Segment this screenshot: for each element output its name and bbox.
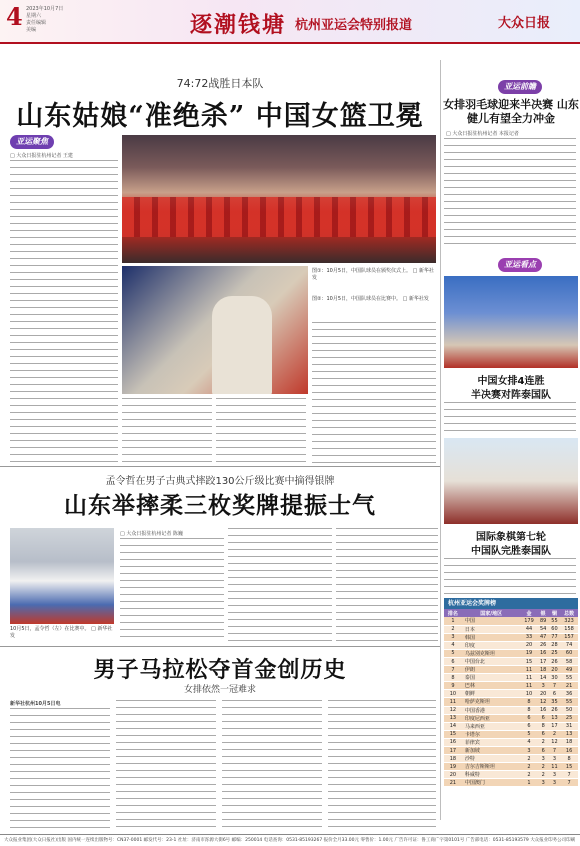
medal-total: 21 — [560, 682, 578, 690]
second-headline: 山东举摔柔三枚奖牌提振士气 — [64, 492, 376, 519]
medal-bronze: 60 — [549, 625, 560, 633]
issue-weekday: 星期六 — [26, 13, 42, 19]
team-celebration-photo — [122, 135, 436, 263]
medal-table-grid — [444, 609, 578, 787]
medal-row — [444, 690, 578, 698]
medal-gold: 11 — [521, 674, 538, 682]
medal-row — [444, 649, 578, 657]
section-tag-highlights: 亚运看点 — [498, 258, 542, 272]
medal-gold: 179 — [521, 617, 538, 625]
medal-row — [444, 763, 578, 771]
right-headline-2b: 半决赛对阵泰国队 — [471, 390, 551, 401]
medal-rank: 20 — [444, 771, 462, 779]
medal-total: 7 — [560, 771, 578, 779]
issue-designer: 美编 — [26, 27, 37, 33]
third-body-col-2 — [116, 700, 216, 828]
medal-nation: 日本 — [462, 625, 521, 633]
medal-total: 49 — [560, 666, 578, 674]
medal-bronze: 13 — [549, 714, 560, 722]
medal-rank: 21 — [444, 779, 462, 787]
medal-rank: 19 — [444, 763, 462, 771]
medal-row — [444, 714, 578, 722]
medal-bronze: 30 — [549, 674, 560, 682]
medal-row — [444, 666, 578, 674]
medal-total: 31 — [560, 722, 578, 730]
medal-row — [444, 755, 578, 763]
medal-silver: 8 — [538, 722, 549, 730]
third-body-col-1 — [10, 708, 110, 828]
medal-nation: 泰国 — [462, 674, 521, 682]
photo-caption-1: 图①：10月5日，中国队球员在颁奖仪式上。 □ 新华社发 — [312, 268, 434, 281]
medal-header-nation: 国家/地区 — [462, 609, 521, 617]
medal-silver: 89 — [538, 617, 549, 625]
medal-nation: 印度尼西亚 — [462, 714, 521, 722]
medal-rank: 15 — [444, 730, 462, 738]
medal-rank: 8 — [444, 674, 462, 682]
medal-total: 323 — [560, 617, 578, 625]
medal-gold: 11 — [521, 666, 538, 674]
medal-bronze: 12 — [549, 738, 560, 746]
medal-total: 55 — [560, 698, 578, 706]
medal-bronze: 77 — [549, 633, 560, 641]
medal-gold: 6 — [521, 722, 538, 730]
medal-total: 58 — [560, 657, 578, 665]
issue-date: 2023年10月7日 — [26, 6, 64, 12]
medal-nation: 马来西亚 — [462, 722, 521, 730]
medal-header-total: 总数 — [560, 609, 578, 617]
medal-row — [444, 698, 578, 706]
photo-caption-2: 图②：10月5日，中国队球员在比赛中。 □ 新华社发 — [312, 296, 429, 302]
medal-gold: 3 — [521, 747, 538, 755]
medal-nation: 中国澳门 — [462, 779, 521, 787]
medal-total: 7 — [560, 779, 578, 787]
medal-nation: 新加坡 — [462, 747, 521, 755]
third-byline: 新华社杭州10月5日电 — [10, 701, 61, 707]
second-body-col-2 — [228, 528, 332, 642]
medal-header-rank: 排名 — [444, 609, 462, 617]
medal-rank: 9 — [444, 682, 462, 690]
medal-bronze: 28 — [549, 641, 560, 649]
medal-table — [444, 598, 578, 787]
medal-silver: 20 — [538, 690, 549, 698]
medal-silver: 26 — [538, 641, 549, 649]
medal-silver: 6 — [538, 730, 549, 738]
medal-nation: 中国台北 — [462, 657, 521, 665]
section-tag-focus: 亚运聚焦 — [10, 135, 54, 149]
medal-gold: 11 — [521, 682, 538, 690]
medal-row — [444, 747, 578, 755]
medal-total: 60 — [560, 649, 578, 657]
special-report-subtitle: 杭州亚运会特别报道 — [295, 18, 413, 33]
medal-rank: 3 — [444, 633, 462, 641]
medal-nation: 朝鲜 — [462, 690, 521, 698]
medal-total: 8 — [560, 755, 578, 763]
medal-gold: 2 — [521, 771, 538, 779]
medal-bronze: 7 — [549, 747, 560, 755]
medal-bronze: 3 — [549, 779, 560, 787]
medal-total: 15 — [560, 763, 578, 771]
medal-bronze: 3 — [549, 771, 560, 779]
medal-bronze: 3 — [549, 755, 560, 763]
medal-silver: 6 — [538, 714, 549, 722]
medal-silver: 3 — [538, 755, 549, 763]
second-kicker: 孟令哲在男子古典式摔跤130公斤级比赛中摘得银牌 — [105, 476, 335, 487]
right-byline-1: □ 大众日报驻杭州记者 本报记者 — [446, 131, 519, 137]
medal-nation: 中国 — [462, 617, 521, 625]
right-headline-2a: 中国女排4连胜 — [477, 376, 545, 387]
chess-photo — [444, 438, 578, 524]
right-headline-1: 女排羽毛球迎来半决赛 山东健儿有望全力冲金 — [443, 98, 579, 125]
medal-gold: 8 — [521, 698, 538, 706]
medal-rank: 12 — [444, 706, 462, 714]
medal-silver: 18 — [538, 666, 549, 674]
medal-rank: 11 — [444, 698, 462, 706]
lead-body-col-2 — [122, 398, 212, 464]
medal-gold: 10 — [521, 690, 538, 698]
medal-total: 18 — [560, 738, 578, 746]
lead-body-col-1 — [10, 160, 118, 465]
story-separator-2 — [0, 646, 440, 647]
medal-silver: 2 — [538, 771, 549, 779]
medal-nation: 吉尔吉斯斯坦 — [462, 763, 521, 771]
medal-rank: 4 — [444, 641, 462, 649]
medal-row — [444, 674, 578, 682]
medal-total: 50 — [560, 706, 578, 714]
medal-row — [444, 625, 578, 633]
medal-row — [444, 779, 578, 787]
medal-row — [444, 722, 578, 730]
medal-rank: 1 — [444, 617, 462, 625]
page-number: 4 — [6, 2, 23, 31]
medal-gold: 20 — [521, 641, 538, 649]
medal-row — [444, 641, 578, 649]
footer-imprint: 大众报业集团(大众日报社)出版 国内统一连续出版物号：CN37-0001 邮发代号：23-1 社址：济南市泺源大街6号 邮编：250014 电话查询：0531-85193267 报价全月33.00元 零售价：1.00元 广告许可证：鲁工商广字第0101号 广告部电话：0531-85193579 大众报业印务公司印刷 — [0, 834, 580, 846]
medal-bronze: 6 — [549, 690, 560, 698]
volleyball-photo — [444, 276, 578, 368]
issue-editor: 责任编辑 — [26, 20, 47, 26]
medal-silver: 54 — [538, 625, 549, 633]
medal-total: 157 — [560, 633, 578, 641]
lead-body-col-3 — [216, 398, 306, 464]
medal-nation: 菲律宾 — [462, 738, 521, 746]
medal-silver: 47 — [538, 633, 549, 641]
medal-silver: 16 — [538, 706, 549, 714]
medal-row — [444, 617, 578, 625]
medal-silver: 14 — [538, 674, 549, 682]
medal-bronze: 26 — [549, 706, 560, 714]
medal-row — [444, 682, 578, 690]
medal-row — [444, 633, 578, 641]
medal-rank: 2 — [444, 625, 462, 633]
third-headline: 男子马拉松夺首金创历史 — [93, 657, 347, 683]
basketball-action-photo — [122, 266, 308, 394]
medal-bronze: 25 — [549, 649, 560, 657]
wrestling-photo-caption: 10月5日，孟令哲（左）在比赛中。 □ 新华社发 — [10, 626, 113, 639]
medal-table-title: 杭州亚运会奖牌榜 — [444, 598, 578, 609]
right-headline-3a: 国际象棋第七轮 — [476, 532, 546, 543]
medal-nation: 哈萨克斯坦 — [462, 698, 521, 706]
medal-rank: 16 — [444, 738, 462, 746]
medal-silver: 2 — [538, 763, 549, 771]
medal-gold: 15 — [521, 657, 538, 665]
medal-total: 13 — [560, 730, 578, 738]
medal-nation: 科威特 — [462, 771, 521, 779]
medal-total: 25 — [560, 714, 578, 722]
medal-header-silver: 银 — [538, 609, 549, 617]
medal-row — [444, 738, 578, 746]
column-divider — [440, 60, 441, 820]
lead-body-col-4 — [312, 322, 436, 464]
medal-silver: 17 — [538, 657, 549, 665]
third-body-col-4 — [328, 700, 436, 828]
story-separator-1 — [0, 466, 440, 467]
right-headline-3b: 中国队完胜泰国队 — [471, 546, 551, 557]
medal-row — [444, 706, 578, 714]
medal-nation: 韩国 — [462, 633, 521, 641]
medal-bronze: 2 — [549, 730, 560, 738]
medal-gold: 44 — [521, 625, 538, 633]
medal-rank: 7 — [444, 666, 462, 674]
medal-rank: 6 — [444, 657, 462, 665]
lead-kicker: 74:72战胜日本队 — [176, 77, 264, 90]
section-tag-preview: 亚运前瞻 — [498, 80, 542, 94]
right-body-1 — [444, 138, 576, 250]
medal-bronze: 7 — [549, 682, 560, 690]
medal-row — [444, 771, 578, 779]
medal-gold: 6 — [521, 714, 538, 722]
medal-bronze: 55 — [549, 617, 560, 625]
special-report-title: 逐潮钱塘 — [190, 12, 287, 38]
newspaper-logo: 大众日报 — [498, 16, 551, 31]
medal-nation: 乌兹别克斯坦 — [462, 649, 521, 657]
medal-header-row — [444, 609, 578, 617]
issue-meta — [26, 6, 63, 34]
medal-row — [444, 730, 578, 738]
lead-byline: □ 大众日报驻杭州记者 王建 — [10, 153, 73, 159]
right-body-3 — [444, 558, 576, 594]
medal-bronze: 20 — [549, 666, 560, 674]
medal-bronze: 35 — [549, 698, 560, 706]
medal-table-body — [444, 617, 578, 787]
medal-silver: 2 — [538, 738, 549, 746]
medal-gold: 2 — [521, 763, 538, 771]
third-kicker: 女排依然一冠难求 — [183, 685, 256, 695]
medal-rank: 14 — [444, 722, 462, 730]
medal-header-gold: 金 — [521, 609, 538, 617]
medal-gold: 2 — [521, 755, 538, 763]
medal-nation: 巴林 — [462, 682, 521, 690]
medal-gold: 19 — [521, 649, 538, 657]
medal-rank: 5 — [444, 649, 462, 657]
medal-bronze: 11 — [549, 763, 560, 771]
second-body-col-3 — [336, 528, 438, 642]
medal-silver: 12 — [538, 698, 549, 706]
medal-header-bronze: 铜 — [549, 609, 560, 617]
medal-nation: 伊朗 — [462, 666, 521, 674]
medal-gold: 4 — [521, 738, 538, 746]
second-byline: □ 大众日报驻杭州记者 陈巍 — [120, 531, 183, 537]
medal-total: 36 — [560, 690, 578, 698]
medal-nation: 中国香港 — [462, 706, 521, 714]
medal-rank: 17 — [444, 747, 462, 755]
medal-rank: 10 — [444, 690, 462, 698]
wrestling-photo — [10, 528, 114, 624]
second-body-col-1 — [120, 538, 224, 642]
medal-nation: 卡塔尔 — [462, 730, 521, 738]
medal-gold: 8 — [521, 706, 538, 714]
medal-silver: 3 — [538, 779, 549, 787]
medal-total: 55 — [560, 674, 578, 682]
medal-rank: 18 — [444, 755, 462, 763]
medal-silver: 3 — [538, 682, 549, 690]
medal-bronze: 17 — [549, 722, 560, 730]
medal-total: 16 — [560, 747, 578, 755]
medal-nation: 印度 — [462, 641, 521, 649]
medal-gold: 33 — [521, 633, 538, 641]
third-body-col-3 — [222, 700, 322, 828]
medal-rank: 13 — [444, 714, 462, 722]
medal-gold: 5 — [521, 730, 538, 738]
medal-total: 74 — [560, 641, 578, 649]
right-body-2 — [444, 402, 576, 432]
lead-headline: 山东姑娘“准绝杀” 中国女篮卫冕 — [16, 101, 424, 132]
medal-bronze: 26 — [549, 657, 560, 665]
medal-nation: 沙特 — [462, 755, 521, 763]
medal-gold: 1 — [521, 779, 538, 787]
medal-row — [444, 657, 578, 665]
medal-silver: 6 — [538, 747, 549, 755]
masthead — [0, 0, 580, 44]
medal-silver: 16 — [538, 649, 549, 657]
medal-total: 158 — [560, 625, 578, 633]
